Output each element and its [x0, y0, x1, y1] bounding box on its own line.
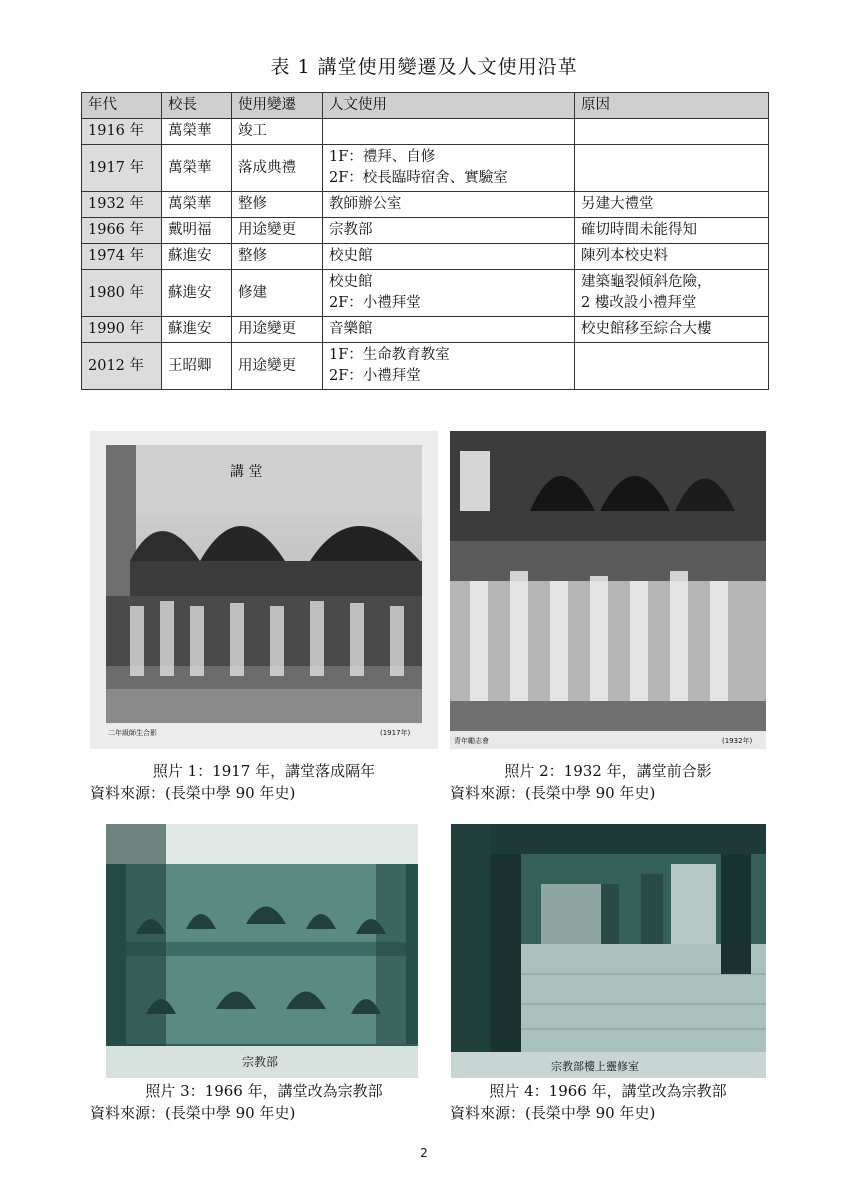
cell-change: 落成典禮: [232, 145, 323, 192]
photo-3-caption-block: [90, 1080, 438, 1124]
page-title: 表 1 講堂使用變遷及人文使用沿革: [270, 56, 578, 78]
cell-change: 修建: [232, 270, 323, 317]
cell-usage: [323, 270, 575, 317]
cell-principal: 王昭卿: [162, 343, 232, 390]
photo-3-source: 資料來源：(長榮中學 90 年史): [90, 1104, 296, 1122]
photo-2-inner-right: (1932年): [722, 737, 753, 745]
table-row: [82, 192, 769, 218]
usage-line: 2F：校長臨時宿舍、實驗室: [329, 170, 508, 186]
cell-reason: 另建大禮堂: [575, 192, 769, 218]
reason-line: 2 樓改設小禮拜堂: [581, 295, 697, 311]
cell-change: 整修: [232, 192, 323, 218]
cell-principal: 蘇進安: [162, 270, 232, 317]
cell-reason: [575, 270, 769, 317]
cell-year: 1917 年: [82, 145, 162, 192]
cell-reason: 陳列本校史料: [575, 244, 769, 270]
cell-principal: 蘇進安: [162, 317, 232, 343]
cell-change: 用途變更: [232, 343, 323, 390]
photo-1-caption-block: [90, 760, 438, 804]
photo-3-image: [106, 824, 418, 1078]
cell-reason: [575, 145, 769, 192]
table-row: [82, 145, 769, 192]
table-header-row: [82, 93, 769, 119]
photo-2-inner-left: 青年勵志會: [454, 737, 489, 745]
cell-principal: 萬榮華: [162, 192, 232, 218]
photo-4-caption-block: [450, 1080, 766, 1124]
cell-year: 1916 年: [82, 119, 162, 145]
cell-change: 用途變更: [232, 317, 323, 343]
photo-2-caption: 照片 2：1932 年，講堂前合影: [504, 762, 712, 780]
cell-principal: 萬榮華: [162, 119, 232, 145]
page-number: 2: [420, 1146, 428, 1160]
photo-2-caption-block: [450, 760, 766, 804]
header-change: 使用變遷: [232, 93, 323, 119]
photo-3-caption: 照片 3：1966 年，講堂改為宗教部: [145, 1082, 383, 1100]
cell-usage: 教師辦公室: [323, 192, 575, 218]
reason-line: 建築龜裂傾斜危險，: [581, 274, 712, 290]
cell-usage: 音樂館: [323, 317, 575, 343]
photo-4-image: [451, 824, 766, 1078]
photo-1-inner-right: (1917年): [380, 729, 411, 737]
header-usage: 人文使用: [323, 93, 575, 119]
photo-1-caption: 照片 1：1917 年，講堂落成隔年: [152, 762, 376, 780]
photo-4-caption: 照片 4：1966 年，講堂改為宗教部: [489, 1082, 727, 1100]
cell-principal: 戴明福: [162, 218, 232, 244]
usage-line: 1F：禮拜、自修: [329, 149, 436, 165]
cell-reason: [575, 343, 769, 390]
cell-year: 2012 年: [82, 343, 162, 390]
table-row: [82, 317, 769, 343]
cell-principal: 蘇進安: [162, 244, 232, 270]
cell-change: 整修: [232, 244, 323, 270]
photo-3-inner-label: 宗教部: [242, 1055, 279, 1069]
usage-line: 1F：生命教育教室: [329, 347, 450, 363]
photo-4-source: 資料來源：(長榮中學 90 年史): [450, 1104, 656, 1122]
photo-4-inner-label: 宗教部樓上靈修室: [551, 1060, 639, 1073]
cell-year: 1990 年: [82, 317, 162, 343]
photo-3-drawing: [106, 824, 418, 1078]
cell-reason: 校史館移至綜合大樓: [575, 317, 769, 343]
photo-1-inner-left: 二年級師生合影: [108, 729, 157, 737]
header-principal: 校長: [162, 93, 232, 119]
cell-reason: [575, 119, 769, 145]
usage-line: 2F：小禮拜堂: [329, 368, 421, 384]
cell-change: 用途變更: [232, 218, 323, 244]
photo-2-image: [450, 431, 766, 749]
cell-reason: 確切時間未能得知: [575, 218, 769, 244]
header-reason: 原因: [575, 93, 769, 119]
cell-year: 1966 年: [82, 218, 162, 244]
photo-2-source: 資料來源：(長榮中學 90 年史): [450, 784, 656, 802]
table-row: [82, 270, 769, 317]
usage-line: 校史館: [329, 274, 373, 290]
cell-usage: 宗教部: [323, 218, 575, 244]
table-row: [82, 218, 769, 244]
photo-1-source: 資料來源：(長榮中學 90 年史): [90, 784, 296, 802]
photo-2-drawing: [450, 431, 766, 749]
photo-4-drawing: [451, 824, 766, 1078]
cell-principal: 萬榮華: [162, 145, 232, 192]
photo-1-sign: 講 堂: [230, 464, 263, 480]
cell-year: 1980 年: [82, 270, 162, 317]
cell-usage: [323, 119, 575, 145]
header-year: 年代: [82, 93, 162, 119]
cell-usage: [323, 145, 575, 192]
cell-year: 1974 年: [82, 244, 162, 270]
table-row: [82, 119, 769, 145]
cell-change: 竣工: [232, 119, 323, 145]
cell-usage: 校史館: [323, 244, 575, 270]
history-table: [81, 92, 769, 390]
table-row: [82, 244, 769, 270]
photo-1-image: [90, 431, 438, 749]
table-row: [82, 343, 769, 390]
cell-year: 1932 年: [82, 192, 162, 218]
photo-1-drawing: [90, 431, 438, 749]
cell-usage: [323, 343, 575, 390]
usage-line: 2F：小禮拜堂: [329, 295, 421, 311]
